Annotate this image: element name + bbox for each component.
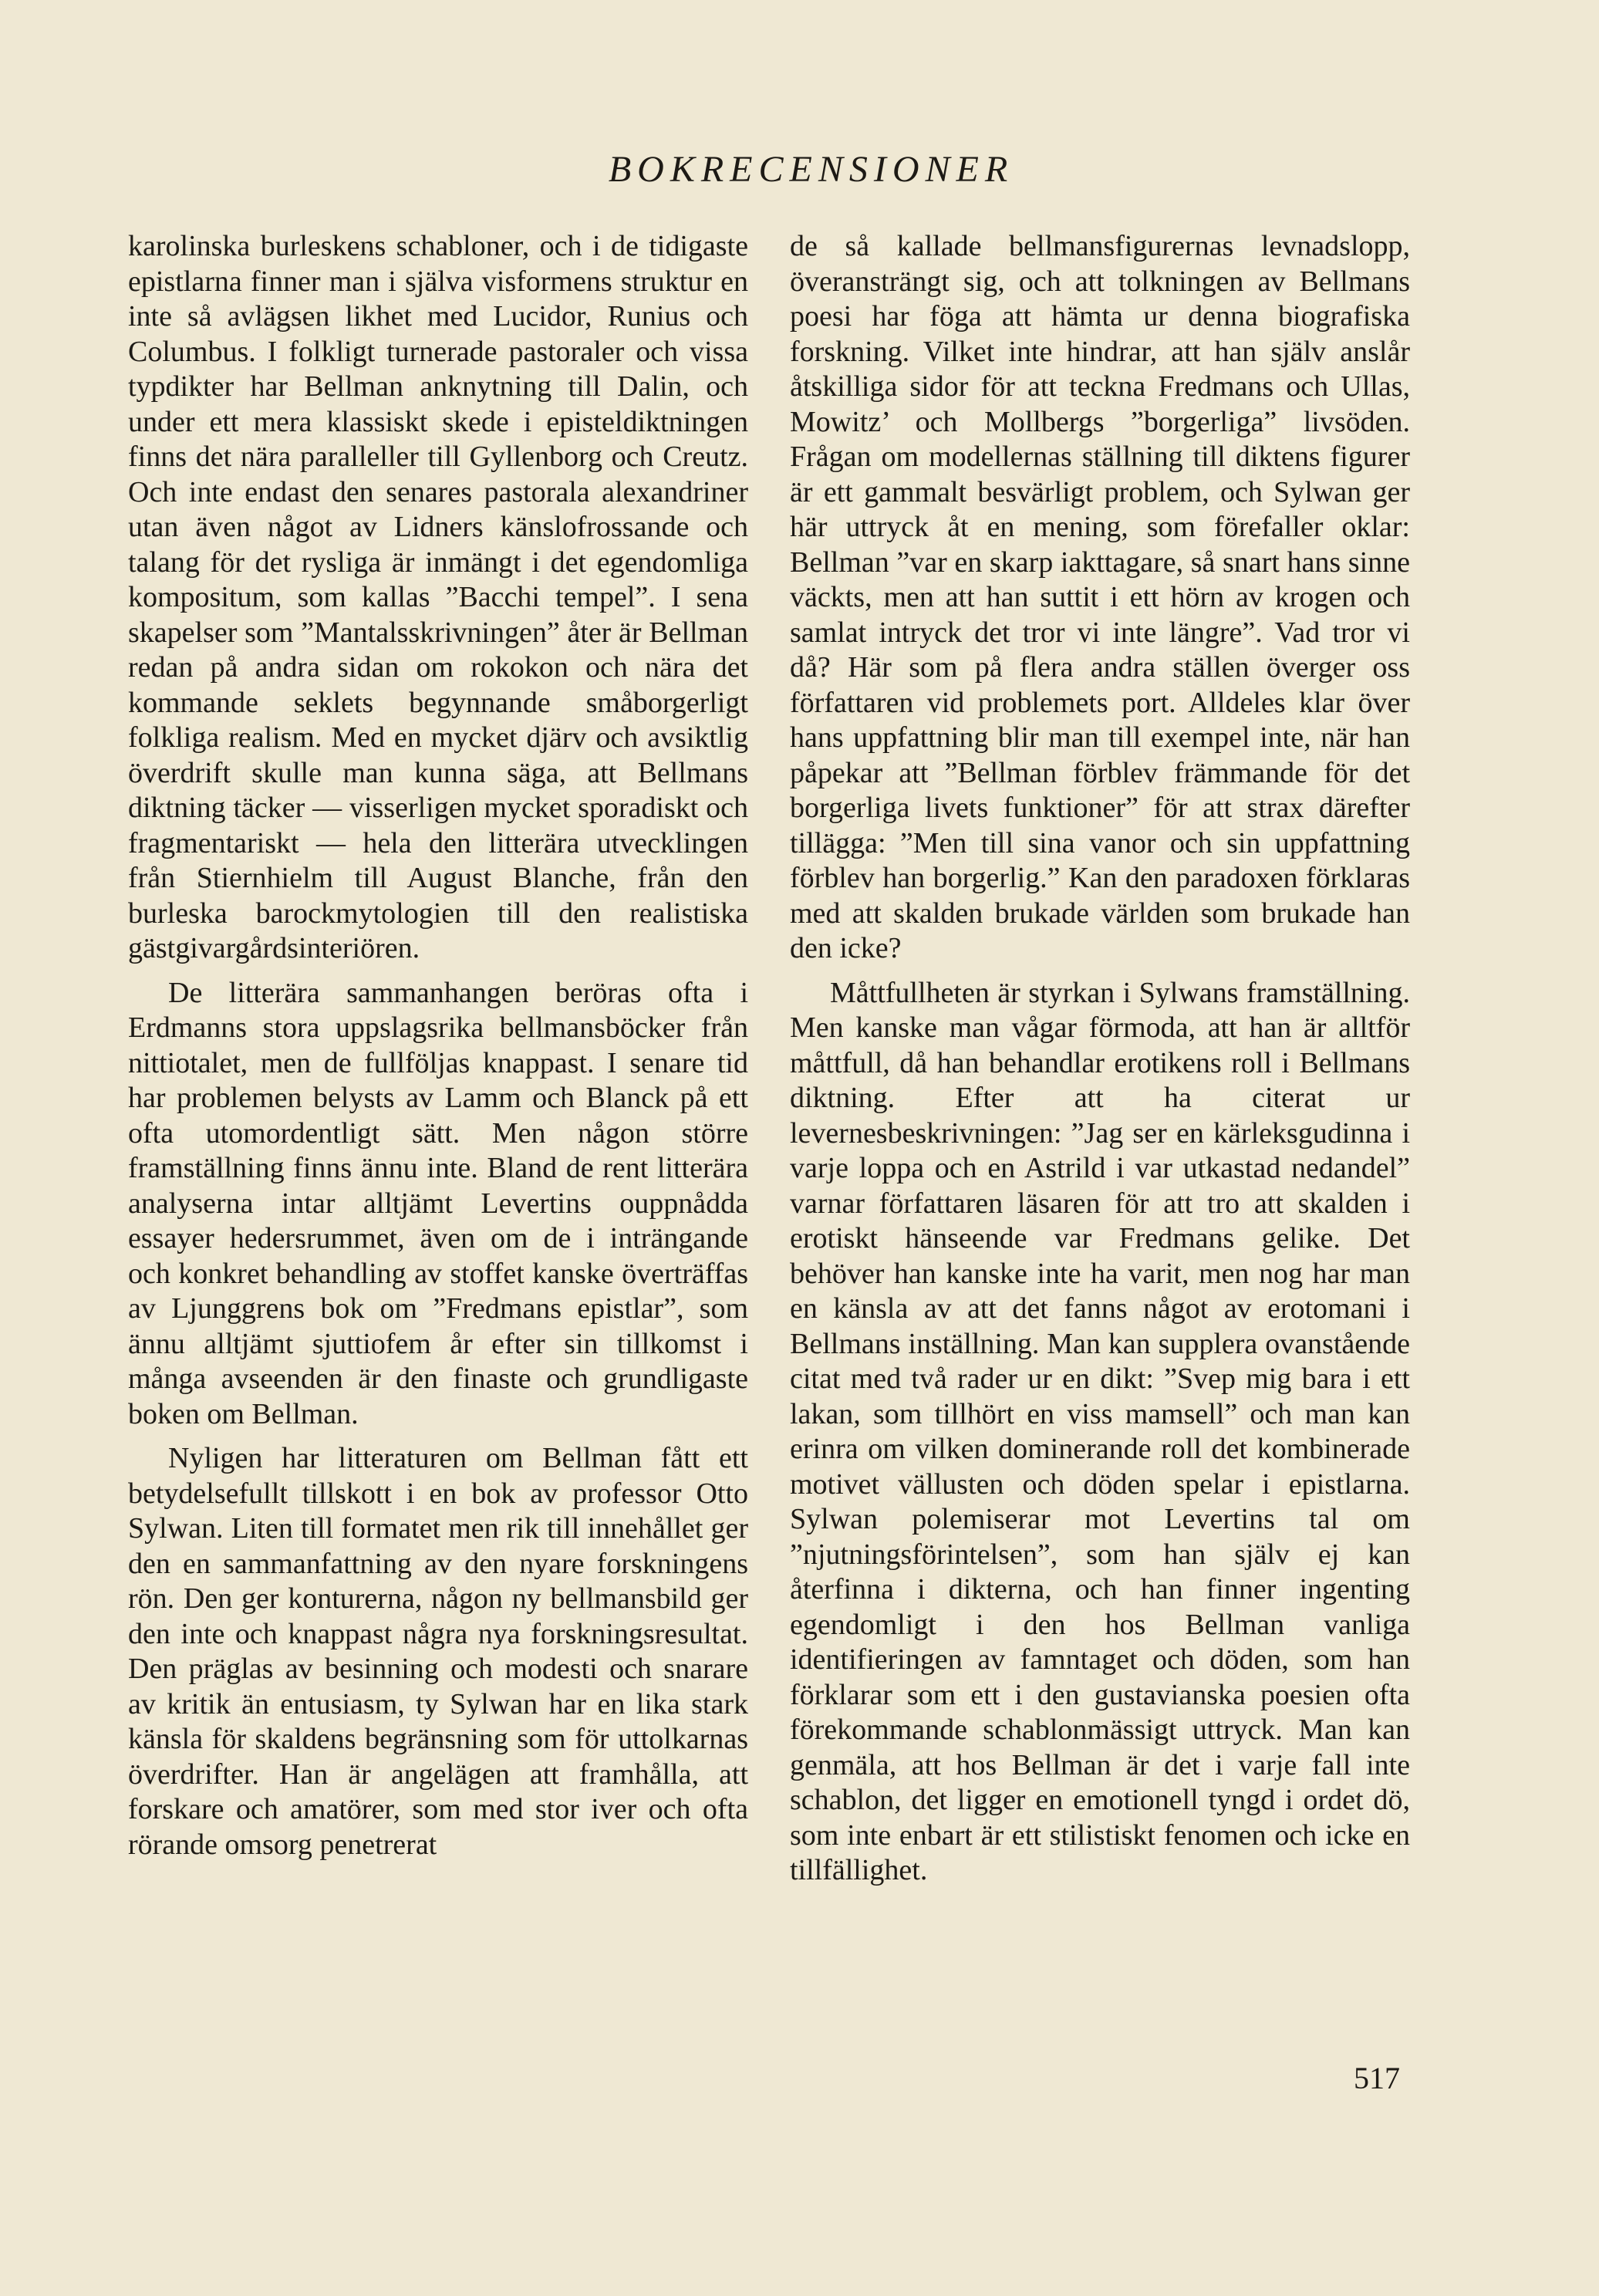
page-number: 517 (1354, 2061, 1400, 2095)
paragraph: karolinska burleskens schabloner, och i de tidigaste epistlarna finner man i själva visformens struktur en inte så avlägsen likhet med Lucidor, Runius och Columbus. I folkligt turnerade pastoraler och vissa typdikter har Bellman anknytning till Dalin, och under ett mera klassiskt skede i episteldiktningen finns det nära paralleller till Gyllenborg och Creutz. Och inte endast den senares pastorala alexandriner utan även något av Lidners känslofrossande och talang för det rysliga är inmängt i det egendomliga kompositum, som kallas ”Bacchi tempel”. I sena skapelser som ”Mantalsskrivningen” åter är Bellman redan på andra sidan om rokokon och nära det kommande seklets begynnande småborgerligt folkliga realism. Med en mycket djärv och avsiktlig överdrift skulle man kunna säga, att Bellmans diktning täcker — visserligen mycket sporadiskt och fragmentariskt — hela den litterära utvecklingen från Stiernhielm till August Blanche, från den burleska barockmytologien till den realistiska gästgivargårdsinteriören. (128, 230, 748, 964)
paragraph: de så kallade bellmansfigurernas levnadslopp, överansträngt sig, och att tolkningen av Bellmans poesi har föga att hämta ur denna biografiska forskning. Vilket inte hindrar, att han själv anslår åtskilliga sidor för att teckna Fredmans och Ullas, Mowitz’ och Mollbergs ”borgerliga” livsöden. Frågan om modellernas ställning till diktens figurer är ett gammalt besvärligt problem, och Sylwan ger här uttryck åt en mening, som förefaller oklar: Bellman ”var en skarp iakttagare, så snart hans sinne väckts, men att han suttit i ett hörn av krogen och samlat intryck det tror vi inte längre”. Vad tror vi då? Här som på flera andra ställen överger oss författaren vid problemets port. Alldeles klar över hans uppfattning blir man till exempel inte, när han påpekar att ”Bellman förblev främmande för det borgerliga livets funktioner” för att strax därefter tillägga: ”Men till sina vanor och sin uppfattning förblev han borgerlig.” Kan den paradoxen förklaras med att skalden brukade världen som brukade han den icke? (790, 230, 1410, 964)
left-column (128, 229, 748, 1872)
right-column (790, 229, 1410, 1898)
paragraph: Måttfullheten är styrkan i Sylwans framställning. Men kanske man vågar förmoda, att han är alltför måttfull, då han behandlar erotikens roll i Bellmans diktning. Efter att ha citerat ur levernesbeskrivningen: ”Jag ser en kärleksgudinna i varje loppa och en Astrild i var utkastad nedandel” varnar författaren läsaren för att tro att skalden i erotiskt hänseende var Fredmans gelike. Det behöver han kanske inte ha varit, men nog har man en känsla av att det fanns något av erotomani i Bellmans inställning. Man kan supplera ovanstående citat med två rader ur en dikt: ”Svep mig bara i ett lakan, som tillhört en viss mamsell” och man kan erinra om vilken dominerande roll det kombinerade motivet vällusten och döden spelar i epistlarna. Sylwan polemiserar mot Levertins tal om ”njutningsförintelsen”, som han själv ej kan återfinna i dikterna, och han finner ingenting egendomligt i den hos Bellman vanliga identifieringen av famntaget och döden, som han förklarar som ett i den gustavianska poesien ofta förekommande schablonmässigt uttryck. Man kan genmäla, att hos Bellman är det i varje fall inte schablon, det ligger en emotionell tyngd i ordet dö, som inte enbart är ett stilistiskt fenomen och icke en tillfällighet. (790, 976, 1410, 1886)
running-head: BOKRECENSIONER (608, 149, 1014, 190)
paragraph: Nyligen har litteraturen om Bellman fått ett betydelsefullt tillskott i en bok av professor Otto Sylwan. Liten till formatet men rik till innehållet ger den en sammanfattning av den nyare forskningens rön. Den ger konturerna, någon ny bellmansbild ger den inte och knappast några nya forskningsresultat. Den präglas av besinning och modesti och snarare av kritik än entusiasm, ty Sylwan har en lika stark känsla för skaldens begränsning som för uttolkarnas överdrifter. Han är angelägen att framhålla, att forskare och amatörer, som med stor iver och ofta rörande omsorg penetrerat (128, 1442, 748, 1861)
paragraph: De litterära sammanhangen beröras ofta i Erdmanns stora uppslagsrika bellmansböcker från nittiotalet, men de fullföljas knappast. I senare tid har problemen belysts av Lamm och Blanck på ett ofta utomordentligt sätt. Men någon större framställning finns ännu inte. Bland de rent litterära analyserna intar alltjämt Levertins ouppnådda essayer hedersrummet, även om de i inträngande och konkret behandling av stoffet kanske överträffas av Ljunggrens bok om ”Fredmans epistlar”, som ännu alltjämt sjuttiofem år efter sin tillkomst i många avseenden är den finaste och grundligaste boken om Bellman. (128, 976, 748, 1430)
